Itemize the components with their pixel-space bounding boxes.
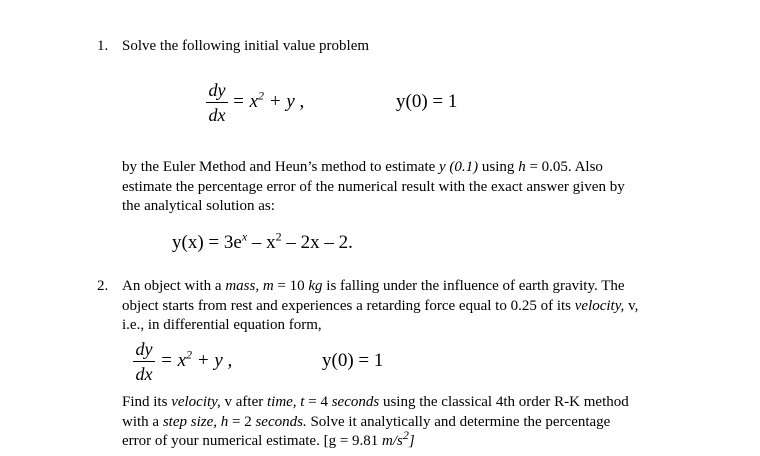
problem-1-derivative [206,80,228,125]
problem-1-equation-rhs: = $x^2 + y$ , [232,88,305,112]
problem-2-number: 2. [97,278,109,294]
derivative-denominator: dx [208,105,226,125]
problem-1-intro: Solve the following initial value problem [122,38,370,54]
problem-2-derivative [133,339,155,384]
problem-1-initial-condition: y(0) = 1 [396,91,458,112]
fraction-bar [133,361,155,362]
problem-2-line-5: with a step size, h = 2 seconds. Solve it analytically and determine the percentage [122,414,611,430]
derivative-numerator: dy [208,80,226,100]
problem-2-line-6: error of your numerical estimate. [g = 9.81 $m/s^2$] [122,428,415,449]
problem-2-line-1: An object with a mass, m = 10 kg is falling under the influence of earth gravity. The [122,278,625,294]
derivative-denominator: dx [135,364,153,384]
problem-2-line-2: object starts from rest and experiences a retarding force equal to 0.25 of its velocity, v, [122,298,639,314]
problem-2-line-3: i.e., in differential equation form, [122,317,322,333]
problem-1-analytical-solution: $y(x) = 3e^x - x^2 - 2x - 2$. [172,229,353,253]
problem-1-para-line-2: estimate the percentage error of the numerical result with the exact answer given by [122,179,625,195]
problem-2-equation-rhs: = $x^2 + y$ , [160,347,233,371]
problem-1-para-line-1: by the Euler Method and Heun’s method to estimate y (0.1) using h = 0.05. Also [122,159,603,175]
problem-2-line-4: Find its velocity, v after time, t = 4 seconds using the classical 4th order R-K method [122,394,629,410]
derivative-numerator: dy [135,339,153,359]
problem-2-initial-condition: y(0) = 1 [322,350,384,371]
problem-1-para-line-3: the analytical solution as: [122,198,275,214]
problem-1-number: 1. [97,38,109,54]
fraction-bar [206,102,228,103]
